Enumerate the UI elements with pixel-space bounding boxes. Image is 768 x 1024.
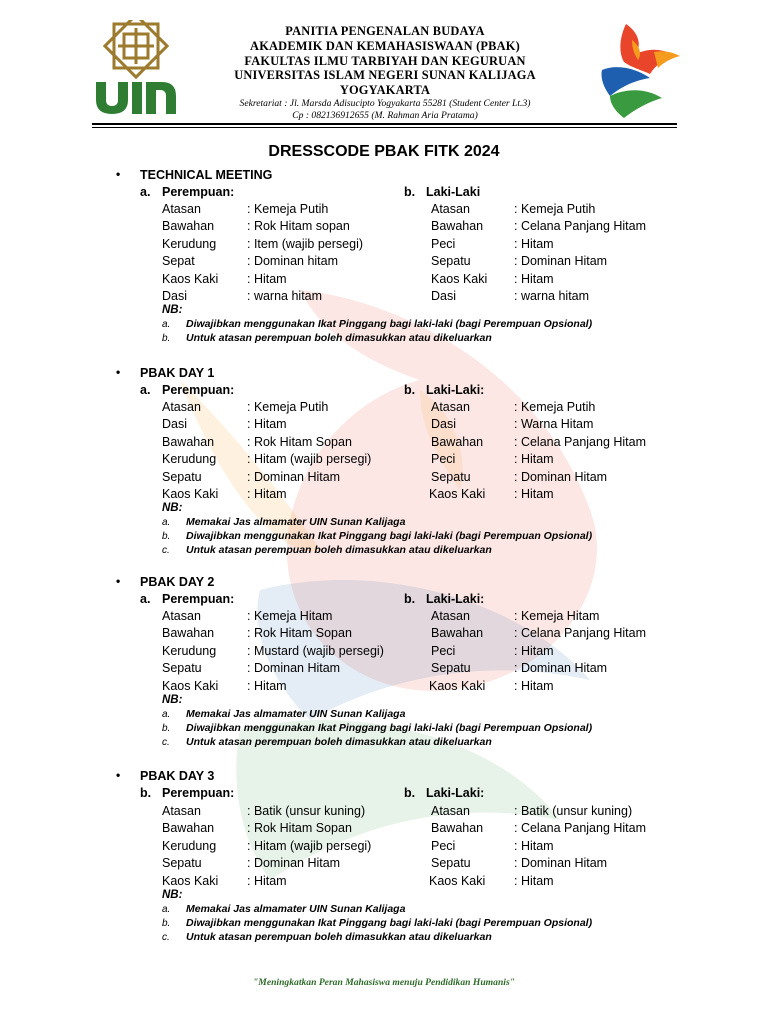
note-marker: c.	[162, 932, 170, 943]
letterhead-line: UNIVERSITAS ISLAM NEGERI SUNAN KALIJAGA	[234, 68, 536, 83]
nb-note	[162, 708, 405, 720]
attire-item-label: Peci	[431, 236, 456, 251]
laki-laki-heading	[404, 383, 484, 397]
header-divider	[92, 123, 677, 125]
bullet-icon: •	[116, 365, 121, 379]
attire-item-value: : Dominan hitam	[247, 254, 339, 269]
section-heading	[116, 768, 215, 783]
attire-item-label: Atasan	[162, 202, 201, 216]
attire-item-value: : Hitam	[247, 487, 287, 501]
list-marker: b.	[140, 786, 152, 800]
phoenix-logo-icon	[596, 18, 682, 118]
letterhead-line: PANITIA PENGENALAN BUDAYA	[285, 24, 485, 38]
attire-item-label: Sepatu	[431, 254, 471, 269]
note-marker: c.	[162, 545, 170, 557]
list-marker: b.	[404, 786, 416, 800]
attire-item-value: : Kemeja Putih	[247, 400, 329, 414]
attire-item-label: Kaos Kaki	[429, 487, 486, 501]
section-title: PBAK DAY 1	[140, 366, 215, 380]
list-marker: a.	[140, 592, 151, 606]
attire-item-value: : Hitam	[514, 678, 554, 693]
attire-item-label: Kaos Kaki	[429, 873, 486, 888]
attire-item-label: Sepatu	[431, 856, 471, 871]
attire-item-label: Sepatu	[431, 661, 471, 676]
attire-item-value: : Kemeja Putih	[514, 202, 596, 216]
attire-item-label: Kerudung	[162, 643, 217, 658]
note-marker: a.	[162, 319, 171, 331]
letterhead-line: AKADEMIK DAN KEMAHASISWAAN (PBAK)	[250, 38, 520, 53]
attire-item-value: : Hitam	[514, 873, 554, 888]
nb-title: NB:	[162, 304, 183, 317]
attire-item-value: : Hitam	[514, 838, 554, 853]
section-title: TECHNICAL MEETING	[140, 168, 273, 182]
section-heading	[116, 167, 273, 182]
attire-item-value: : Dominan Hitam	[247, 856, 341, 871]
note-text: Diwajibkan menggunakan Ikat Pinggang bagi laki-laki (bagi Perempuan Opsional)	[186, 318, 593, 331]
letterhead-line: YOGYAKARTA	[339, 83, 431, 98]
attire-item-label: Kaos Kaki	[162, 873, 219, 888]
group-label: Perempuan:	[162, 185, 235, 199]
attire-item-value: : Rok Hitam sopan	[247, 219, 350, 234]
attire-item-label: Dasi	[431, 417, 457, 432]
attire-item-label: Sepat	[162, 254, 195, 269]
attire-item-value: : warna hitam	[247, 289, 323, 303]
attire-item-value: : Dominan Hitam	[514, 856, 608, 871]
bullet-icon: •	[116, 574, 121, 588]
perempuan-heading	[140, 185, 234, 199]
attire-item-value: : Kemeja Hitam	[514, 609, 600, 623]
attire-item-value: : Hitam	[514, 271, 554, 286]
attire-item-value: : Celana Panjang Hitam	[514, 626, 647, 641]
attire-item-label: Atasan	[162, 400, 201, 414]
note-text: Untuk atasan perempuan boleh dimasukkan atau dikeluarkan	[186, 544, 492, 557]
attire-item-value: : warna hitam	[514, 289, 590, 303]
perempuan-heading	[140, 592, 234, 606]
attire-item-value: : Hitam	[514, 236, 554, 251]
attire-item-label: Bawahan	[431, 626, 484, 641]
attire-item-label: Peci	[431, 838, 456, 853]
list-marker: a.	[140, 383, 151, 397]
attire-item-label: Dasi	[162, 417, 188, 432]
attire-item-value: : Celana Panjang Hitam	[514, 821, 647, 836]
letterhead-line: FAKULTAS ILMU TARBIYAH DAN KEGURUAN	[244, 53, 526, 68]
attire-item-label: Kaos Kaki	[429, 678, 486, 693]
bullet-icon: •	[116, 768, 121, 782]
attire-item-value: : Rok Hitam Sopan	[247, 626, 352, 641]
note-text: Untuk atasan perempuan boleh dimasukkan atau dikeluarkan	[186, 736, 492, 748]
attire-item-label: Bawahan	[162, 219, 215, 234]
attire-item-label: Atasan	[431, 609, 470, 623]
attire-item-value: : Item (wajib persegi)	[247, 236, 364, 251]
nb-note	[162, 544, 492, 556]
attire-item-label: Atasan	[431, 400, 470, 414]
nb-note	[162, 530, 592, 542]
note-text: Untuk atasan perempuan boleh dimasukkan atau dikeluarkan	[186, 332, 492, 345]
note-text: Diwajibkan menggunakan Ikat Pinggang bagi laki-laki (bagi Perempuan Opsional)	[186, 917, 593, 929]
secretariat-address: Sekretariat : Jl. Marsda Adisucipto Yogyakarta 55281 (Student Center Lt.3)	[239, 97, 531, 109]
note-marker: b.	[162, 918, 171, 929]
attire-item-label: Peci	[431, 643, 456, 658]
list-marker: a.	[140, 185, 151, 199]
attire-item-value: : Hitam	[247, 417, 287, 432]
note-marker: c.	[162, 737, 170, 748]
nb-note	[162, 332, 492, 344]
attire-item-value: : Warna Hitam	[514, 417, 594, 432]
attire-item-label: Dasi	[431, 289, 457, 303]
list-marker: b.	[404, 185, 416, 199]
attire-item-value: : Dominan Hitam	[514, 254, 608, 269]
letterhead	[185, 24, 585, 122]
attire-item-label: Kaos Kaki	[162, 271, 219, 286]
note-marker: a.	[162, 904, 171, 915]
attire-item-label: Bawahan	[431, 434, 484, 449]
section-title: PBAK DAY 3	[140, 769, 215, 783]
attire-item-value: : Hitam	[514, 452, 554, 467]
laki-laki-heading	[404, 786, 484, 800]
attire-item-value: : Hitam (wajib persegi)	[247, 452, 372, 467]
svg-text:uin: uin	[92, 20, 94, 21]
nb-note	[162, 722, 592, 734]
group-label: Laki-Laki:	[426, 383, 485, 397]
note-marker: b.	[162, 531, 171, 543]
uin-logo-icon	[92, 20, 180, 116]
note-marker: a.	[162, 709, 171, 720]
attire-item-label: Bawahan	[162, 626, 215, 641]
attire-item-value: : Hitam	[514, 487, 554, 501]
nb-title: NB:	[162, 694, 183, 706]
note-text: Diwajibkan menggunakan Ikat Pinggang bagi laki-laki (bagi Perempuan Opsional)	[186, 722, 593, 734]
note-marker: a.	[162, 517, 171, 529]
attire-item-label: Sepatu	[162, 856, 202, 871]
attire-item-label: Kerudung	[162, 236, 217, 251]
group-label: Laki-Laki:	[426, 592, 485, 606]
section-heading	[116, 574, 215, 589]
attire-item-value: : Dominan Hitam	[514, 661, 608, 676]
attire-item-label: Bawahan	[162, 434, 215, 449]
note-marker: b.	[162, 723, 171, 734]
attire-item-label: Dasi	[162, 289, 188, 303]
attire-item-label: Sepatu	[162, 469, 202, 484]
attire-item-value: : Hitam	[247, 271, 287, 286]
nb-note	[162, 917, 592, 929]
note-text: Diwajibkan menggunakan Ikat Pinggang bagi laki-laki (bagi Perempuan Opsional)	[186, 530, 593, 543]
note-text: Untuk atasan perempuan boleh dimasukkan atau dikeluarkan	[186, 931, 492, 943]
attire-item-value: : Batik (unsur kuning)	[247, 804, 366, 818]
attire-item-label: Bawahan	[162, 821, 215, 836]
footer-motto: "Meningkatkan Peran Mahasiswa menuju Pendidikan Humanis"	[252, 977, 516, 988]
nb-note	[162, 931, 492, 943]
attire-item-value: : Hitam	[247, 678, 287, 693]
attire-item-label: Atasan	[431, 804, 470, 818]
attire-item-label: Kerudung	[162, 452, 217, 467]
note-marker: b.	[162, 333, 171, 345]
note-text: Memakai Jas almamater UIN Sunan Kalijaga	[186, 903, 406, 915]
attire-item-value: : Celana Panjang Hitam	[514, 219, 647, 234]
bullet-icon: •	[116, 167, 121, 181]
attire-item-value: : Mustard (wajib persegi)	[247, 643, 384, 658]
list-marker: b.	[404, 383, 416, 397]
perempuan-heading	[140, 383, 234, 397]
attire-item-label: Kerudung	[162, 838, 217, 853]
section-heading	[116, 365, 215, 380]
nb-note	[162, 903, 405, 915]
attire-item-label: Kaos Kaki	[162, 678, 219, 693]
attire-item-label: Bawahan	[431, 219, 484, 234]
attire-item-label: Kaos Kaki	[162, 487, 219, 501]
attire-item-label: Sepatu	[431, 469, 471, 484]
attire-item-value: : Kemeja Putih	[514, 400, 596, 414]
attire-item-value: : Celana Panjang Hitam	[514, 434, 647, 449]
group-label: Perempuan:	[162, 786, 235, 800]
attire-item-value: : Rok Hitam Sopan	[247, 434, 352, 449]
attire-item-value: : Batik (unsur kuning)	[514, 804, 633, 818]
nb-title: NB:	[162, 502, 183, 515]
nb-note	[162, 516, 405, 528]
attire-item-value: : Hitam	[514, 643, 554, 658]
attire-item-value: : Kemeja Putih	[247, 202, 329, 216]
contact-person: Cp : 082136912655 (M. Rahman Aria Pratama)	[292, 109, 478, 121]
document-title: DRESSCODE PBAK FITK 2024	[268, 143, 500, 160]
attire-item-label: Sepatu	[162, 661, 202, 676]
attire-item-label: Atasan	[162, 609, 201, 623]
group-label: Laki-Laki:	[426, 786, 485, 800]
group-label: Perempuan:	[162, 592, 235, 606]
attire-item-value: : Dominan Hitam	[514, 469, 608, 484]
header-divider	[92, 127, 677, 128]
attire-item-label: Atasan	[431, 202, 470, 216]
list-marker: b.	[404, 592, 416, 606]
laki-laki-heading	[404, 592, 484, 606]
attire-item-value: : Rok Hitam Sopan	[247, 821, 352, 836]
attire-item-value: : Dominan Hitam	[247, 469, 341, 484]
group-label: Perempuan:	[162, 383, 235, 397]
nb-note	[162, 318, 592, 330]
nb-note	[162, 736, 492, 748]
attire-item-value: : Hitam	[247, 873, 287, 888]
attire-item-value: : Hitam (wajib persegi)	[247, 838, 372, 853]
attire-item-value: : Dominan Hitam	[247, 661, 341, 676]
perempuan-heading	[140, 786, 234, 800]
attire-item-label: Kaos Kaki	[431, 271, 488, 286]
attire-item-value: : Kemeja Hitam	[247, 609, 333, 623]
attire-item-label: Bawahan	[431, 821, 484, 836]
note-text: Memakai Jas almamater UIN Sunan Kalijaga	[186, 708, 406, 720]
attire-item-label: Atasan	[162, 804, 201, 818]
section-title: PBAK DAY 2	[140, 575, 215, 589]
group-label: Laki-Laki	[426, 185, 481, 199]
attire-item-label: Peci	[431, 452, 456, 467]
nb-title: NB:	[162, 889, 183, 901]
note-text: Memakai Jas almamater UIN Sunan Kalijaga	[186, 516, 406, 529]
laki-laki-heading	[404, 185, 480, 199]
